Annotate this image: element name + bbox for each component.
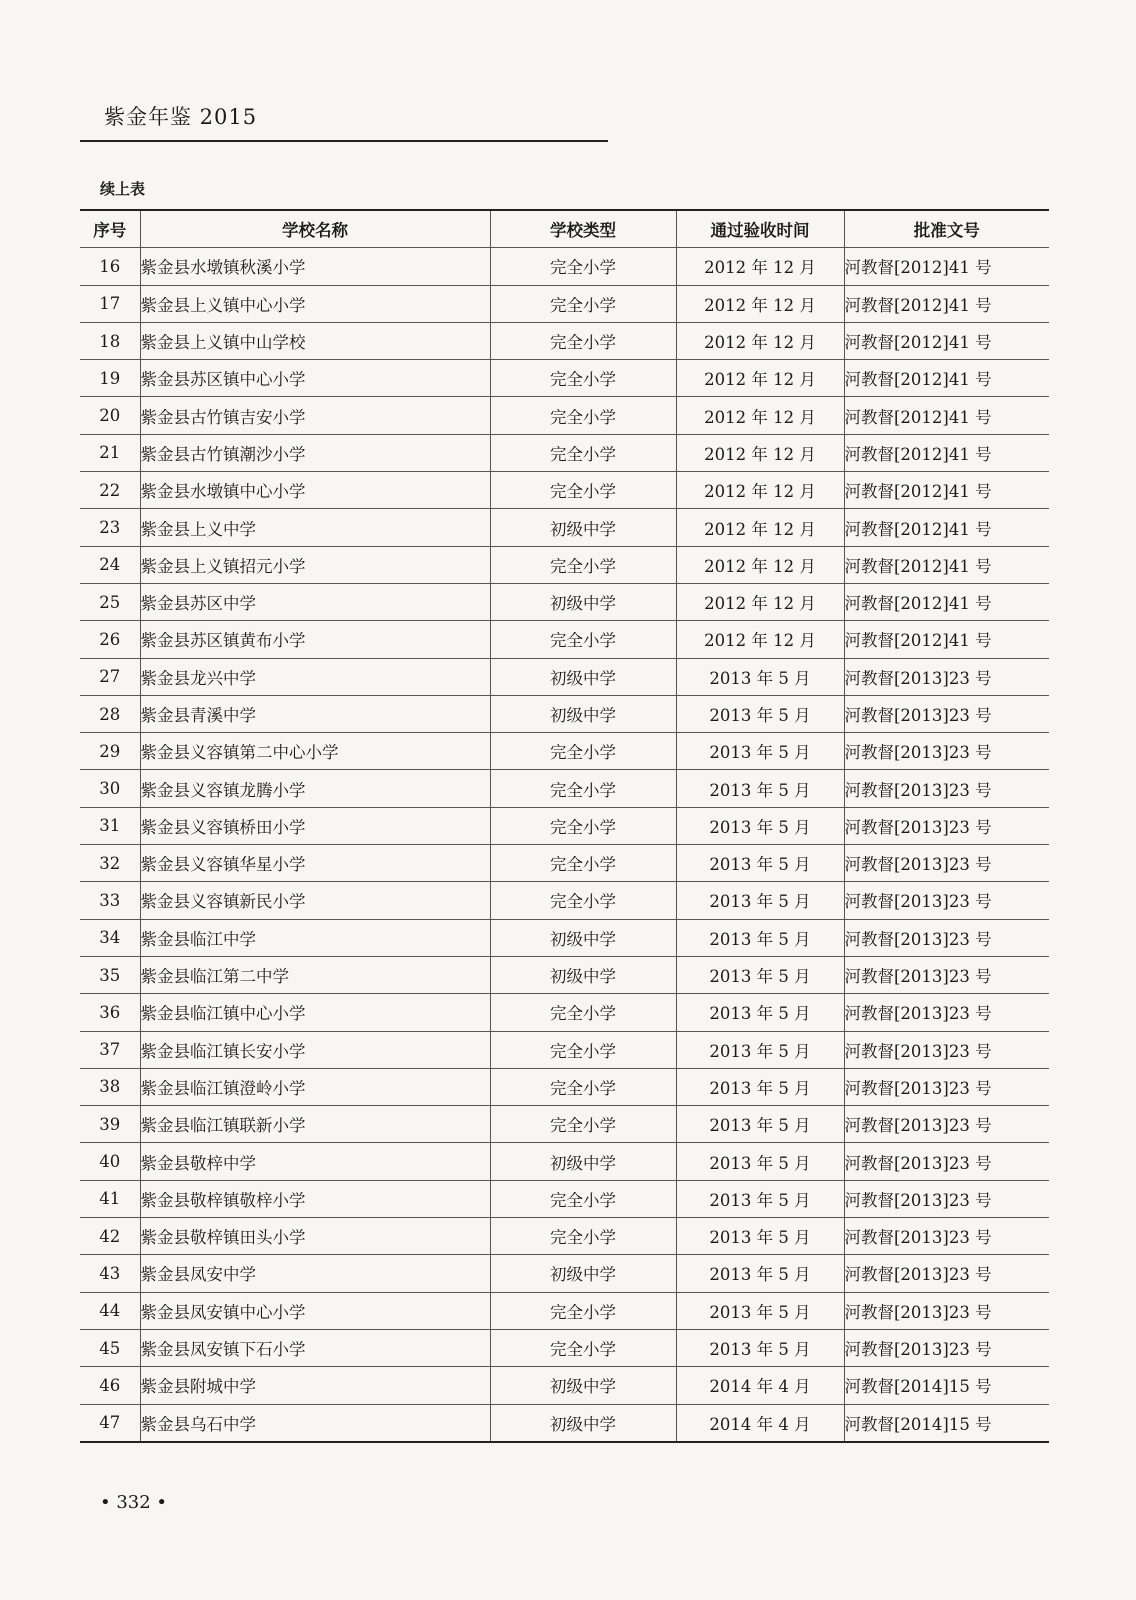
cell-approval-date: 2013 年 5 月 [676,845,844,882]
cell-approval-date: 2013 年 5 月 [676,1218,844,1255]
cell-document-no: 河教督[2013]23 号 [844,956,1049,993]
cell-document-no: 河教督[2013]23 号 [844,1218,1049,1255]
cell-school-type: 初级中学 [490,1143,676,1180]
cell-school-name: 紫金县临江中学 [140,919,490,956]
cell-school-name: 紫金县临江第二中学 [140,956,490,993]
table-row [80,322,1049,359]
page-header-title: 紫金年鉴 2015 [104,105,258,129]
cell-document-no: 河教督[2013]23 号 [844,733,1049,770]
cell-document-no: 河教督[2013]23 号 [844,1329,1049,1366]
cell-approval-date: 2013 年 5 月 [676,1292,844,1329]
table-row [80,770,1049,807]
cell-document-no: 河教督[2013]23 号 [844,1143,1049,1180]
cell-document-no: 河教督[2013]23 号 [844,770,1049,807]
cell-document-no: 河教督[2012]41 号 [844,248,1049,285]
table-row [80,695,1049,732]
cell-school-name: 紫金县水墩镇秋溪小学 [140,248,490,285]
cell-no: 39 [80,1106,140,1143]
cell-no: 17 [80,285,140,322]
table-row [80,1068,1049,1105]
cell-school-type: 初级中学 [490,658,676,695]
cell-approval-date: 2013 年 5 月 [676,658,844,695]
cell-document-no: 河教督[2013]23 号 [844,1255,1049,1292]
cell-approval-date: 2012 年 12 月 [676,546,844,583]
cell-school-name: 紫金县敬梓镇敬梓小学 [140,1180,490,1217]
cell-school-type: 初级中学 [490,695,676,732]
cell-no: 19 [80,360,140,397]
table-row [80,733,1049,770]
cell-school-type: 初级中学 [490,509,676,546]
cell-school-type: 完全小学 [490,621,676,658]
cell-approval-date: 2012 年 12 月 [676,397,844,434]
cell-approval-date: 2012 年 12 月 [676,583,844,620]
cell-no: 35 [80,956,140,993]
column-header-date: 通过验收时间 [676,210,844,248]
table-row [80,546,1049,583]
cell-no: 21 [80,434,140,471]
cell-school-name: 紫金县水墩镇中心小学 [140,472,490,509]
cell-school-name: 紫金县义容镇桥田小学 [140,807,490,844]
cell-document-no: 河教督[2012]41 号 [844,285,1049,322]
cell-school-type: 完全小学 [490,1292,676,1329]
cell-approval-date: 2013 年 5 月 [676,994,844,1031]
cell-school-type: 初级中学 [490,956,676,993]
cell-approval-date: 2012 年 12 月 [676,472,844,509]
cell-no: 23 [80,509,140,546]
cell-no: 44 [80,1292,140,1329]
cell-no: 42 [80,1218,140,1255]
cell-school-type: 完全小学 [490,472,676,509]
cell-approval-date: 2012 年 12 月 [676,322,844,359]
table-row [80,360,1049,397]
cell-no: 18 [80,322,140,359]
table-row [80,1329,1049,1366]
cell-document-no: 河教督[2013]23 号 [844,807,1049,844]
cell-school-name: 紫金县古竹镇吉安小学 [140,397,490,434]
cell-no: 16 [80,248,140,285]
cell-school-type: 初级中学 [490,1404,676,1442]
column-header-no: 序号 [80,210,140,248]
cell-document-no: 河教督[2012]41 号 [844,397,1049,434]
cell-document-no: 河教督[2013]23 号 [844,695,1049,732]
table-row [80,882,1049,919]
table-row [80,397,1049,434]
table-row [80,1367,1049,1404]
cell-school-type: 完全小学 [490,845,676,882]
cell-no: 43 [80,1255,140,1292]
column-header-type: 学校类型 [490,210,676,248]
cell-school-name: 紫金县义容镇华星小学 [140,845,490,882]
cell-approval-date: 2013 年 5 月 [676,1068,844,1105]
cell-school-type: 完全小学 [490,397,676,434]
cell-school-name: 紫金县古竹镇潮沙小学 [140,434,490,471]
cell-no: 46 [80,1367,140,1404]
cell-approval-date: 2013 年 5 月 [676,1143,844,1180]
cell-school-name: 紫金县乌石中学 [140,1404,490,1442]
table-row [80,1292,1049,1329]
table-row [80,509,1049,546]
cell-approval-date: 2014 年 4 月 [676,1404,844,1442]
cell-document-no: 河教督[2012]41 号 [844,621,1049,658]
cell-school-name: 紫金县上义镇中山学校 [140,322,490,359]
cell-school-name: 紫金县上义镇中心小学 [140,285,490,322]
table-row [80,658,1049,695]
cell-school-name: 紫金县临江镇长安小学 [140,1031,490,1068]
cell-school-name: 紫金县上义镇招元小学 [140,546,490,583]
cell-approval-date: 2013 年 5 月 [676,882,844,919]
cell-approval-date: 2013 年 5 月 [676,733,844,770]
cell-school-type: 完全小学 [490,1068,676,1105]
cell-school-type: 初级中学 [490,1367,676,1404]
cell-document-no: 河教督[2012]41 号 [844,322,1049,359]
cell-school-name: 紫金县义容镇第二中心小学 [140,733,490,770]
cell-approval-date: 2013 年 5 月 [676,1031,844,1068]
cell-document-no: 河教督[2013]23 号 [844,919,1049,956]
cell-document-no: 河教督[2014]15 号 [844,1404,1049,1442]
table-row [80,919,1049,956]
cell-school-type: 初级中学 [490,1255,676,1292]
cell-no: 27 [80,658,140,695]
cell-document-no: 河教督[2012]41 号 [844,472,1049,509]
cell-approval-date: 2012 年 12 月 [676,509,844,546]
cell-approval-date: 2013 年 5 月 [676,1255,844,1292]
cell-school-name: 紫金县凤安中学 [140,1255,490,1292]
cell-document-no: 河教督[2012]41 号 [844,546,1049,583]
cell-approval-date: 2013 年 5 月 [676,956,844,993]
cell-no: 33 [80,882,140,919]
cell-no: 28 [80,695,140,732]
cell-school-type: 完全小学 [490,882,676,919]
cell-no: 25 [80,583,140,620]
cell-document-no: 河教督[2012]41 号 [844,509,1049,546]
table-row [80,285,1049,322]
cell-school-name: 紫金县凤安镇中心小学 [140,1292,490,1329]
table-row [80,1255,1049,1292]
cell-approval-date: 2013 年 5 月 [676,807,844,844]
cell-document-no: 河教督[2012]41 号 [844,434,1049,471]
table-header-row [80,210,1049,248]
cell-no: 26 [80,621,140,658]
cell-no: 38 [80,1068,140,1105]
table-row [80,1404,1049,1442]
cell-approval-date: 2014 年 4 月 [676,1367,844,1404]
cell-approval-date: 2013 年 5 月 [676,695,844,732]
cell-school-type: 初级中学 [490,919,676,956]
cell-no: 31 [80,807,140,844]
column-header-name: 学校名称 [140,210,490,248]
page-number: • 332 • [100,1492,168,1513]
cell-school-type: 完全小学 [490,285,676,322]
table-row [80,621,1049,658]
table-body [80,248,1049,1442]
cell-school-name: 紫金县苏区镇中心小学 [140,360,490,397]
table-row [80,845,1049,882]
table-row [80,994,1049,1031]
cell-school-name: 紫金县苏区镇黄布小学 [140,621,490,658]
cell-school-name: 紫金县临江镇中心小学 [140,994,490,1031]
cell-approval-date: 2012 年 12 月 [676,434,844,471]
cell-no: 34 [80,919,140,956]
cell-document-no: 河教督[2013]23 号 [844,1180,1049,1217]
schools-table [80,209,1049,1443]
header-rule [80,140,608,142]
cell-document-no: 河教督[2013]23 号 [844,994,1049,1031]
cell-document-no: 河教督[2013]23 号 [844,1106,1049,1143]
cell-approval-date: 2012 年 12 月 [676,285,844,322]
cell-document-no: 河教督[2013]23 号 [844,882,1049,919]
table-row [80,956,1049,993]
cell-school-type: 完全小学 [490,360,676,397]
cell-no: 22 [80,472,140,509]
cell-school-name: 紫金县龙兴中学 [140,658,490,695]
cell-school-type: 完全小学 [490,1106,676,1143]
cell-approval-date: 2013 年 5 月 [676,919,844,956]
cell-document-no: 河教督[2012]41 号 [844,360,1049,397]
cell-document-no: 河教督[2012]41 号 [844,583,1049,620]
table-row [80,1143,1049,1180]
cell-no: 30 [80,770,140,807]
cell-no: 24 [80,546,140,583]
cell-school-name: 紫金县临江镇澄岭小学 [140,1068,490,1105]
cell-school-type: 完全小学 [490,1180,676,1217]
cell-document-no: 河教督[2013]23 号 [844,1068,1049,1105]
cell-school-name: 紫金县义容镇龙腾小学 [140,770,490,807]
cell-school-name: 紫金县凤安镇下石小学 [140,1329,490,1366]
cell-approval-date: 2013 年 5 月 [676,1180,844,1217]
cell-no: 45 [80,1329,140,1366]
cell-document-no: 河教督[2013]23 号 [844,1292,1049,1329]
cell-school-name: 紫金县义容镇新民小学 [140,882,490,919]
cell-school-name: 紫金县苏区中学 [140,583,490,620]
cell-school-name: 紫金县敬梓镇田头小学 [140,1218,490,1255]
cell-no: 41 [80,1180,140,1217]
cell-approval-date: 2012 年 12 月 [676,360,844,397]
cell-school-type: 完全小学 [490,770,676,807]
cell-school-type: 完全小学 [490,1218,676,1255]
table-row [80,1180,1049,1217]
cell-approval-date: 2012 年 12 月 [676,621,844,658]
cell-no: 36 [80,994,140,1031]
table-row [80,248,1049,285]
cell-no: 47 [80,1404,140,1442]
cell-school-type: 完全小学 [490,1031,676,1068]
cell-no: 32 [80,845,140,882]
cell-school-name: 紫金县上义中学 [140,509,490,546]
cell-document-no: 河教督[2013]23 号 [844,1031,1049,1068]
cell-document-no: 河教督[2013]23 号 [844,658,1049,695]
cell-school-type: 完全小学 [490,994,676,1031]
cell-approval-date: 2013 年 5 月 [676,770,844,807]
table-row [80,1218,1049,1255]
cell-school-name: 紫金县青溪中学 [140,695,490,732]
cell-school-type: 完全小学 [490,248,676,285]
cell-school-type: 完全小学 [490,322,676,359]
cell-no: 40 [80,1143,140,1180]
cell-no: 29 [80,733,140,770]
cell-school-type: 完全小学 [490,546,676,583]
table-row [80,807,1049,844]
cell-document-no: 河教督[2013]23 号 [844,845,1049,882]
cell-no: 20 [80,397,140,434]
table-row [80,472,1049,509]
cell-no: 37 [80,1031,140,1068]
table-row [80,1106,1049,1143]
table-row [80,583,1049,620]
cell-document-no: 河教督[2014]15 号 [844,1367,1049,1404]
cell-approval-date: 2012 年 12 月 [676,248,844,285]
table-row [80,434,1049,471]
cell-school-type: 初级中学 [490,583,676,620]
cell-approval-date: 2013 年 5 月 [676,1329,844,1366]
continued-label: 续上表 [100,180,146,198]
column-header-doc: 批准文号 [844,210,1049,248]
cell-school-name: 紫金县临江镇联新小学 [140,1106,490,1143]
cell-school-type: 完全小学 [490,434,676,471]
cell-approval-date: 2013 年 5 月 [676,1106,844,1143]
cell-school-name: 紫金县附城中学 [140,1367,490,1404]
cell-school-type: 完全小学 [490,1329,676,1366]
table-row [80,1031,1049,1068]
cell-school-name: 紫金县敬梓中学 [140,1143,490,1180]
cell-school-type: 完全小学 [490,807,676,844]
cell-school-type: 完全小学 [490,733,676,770]
